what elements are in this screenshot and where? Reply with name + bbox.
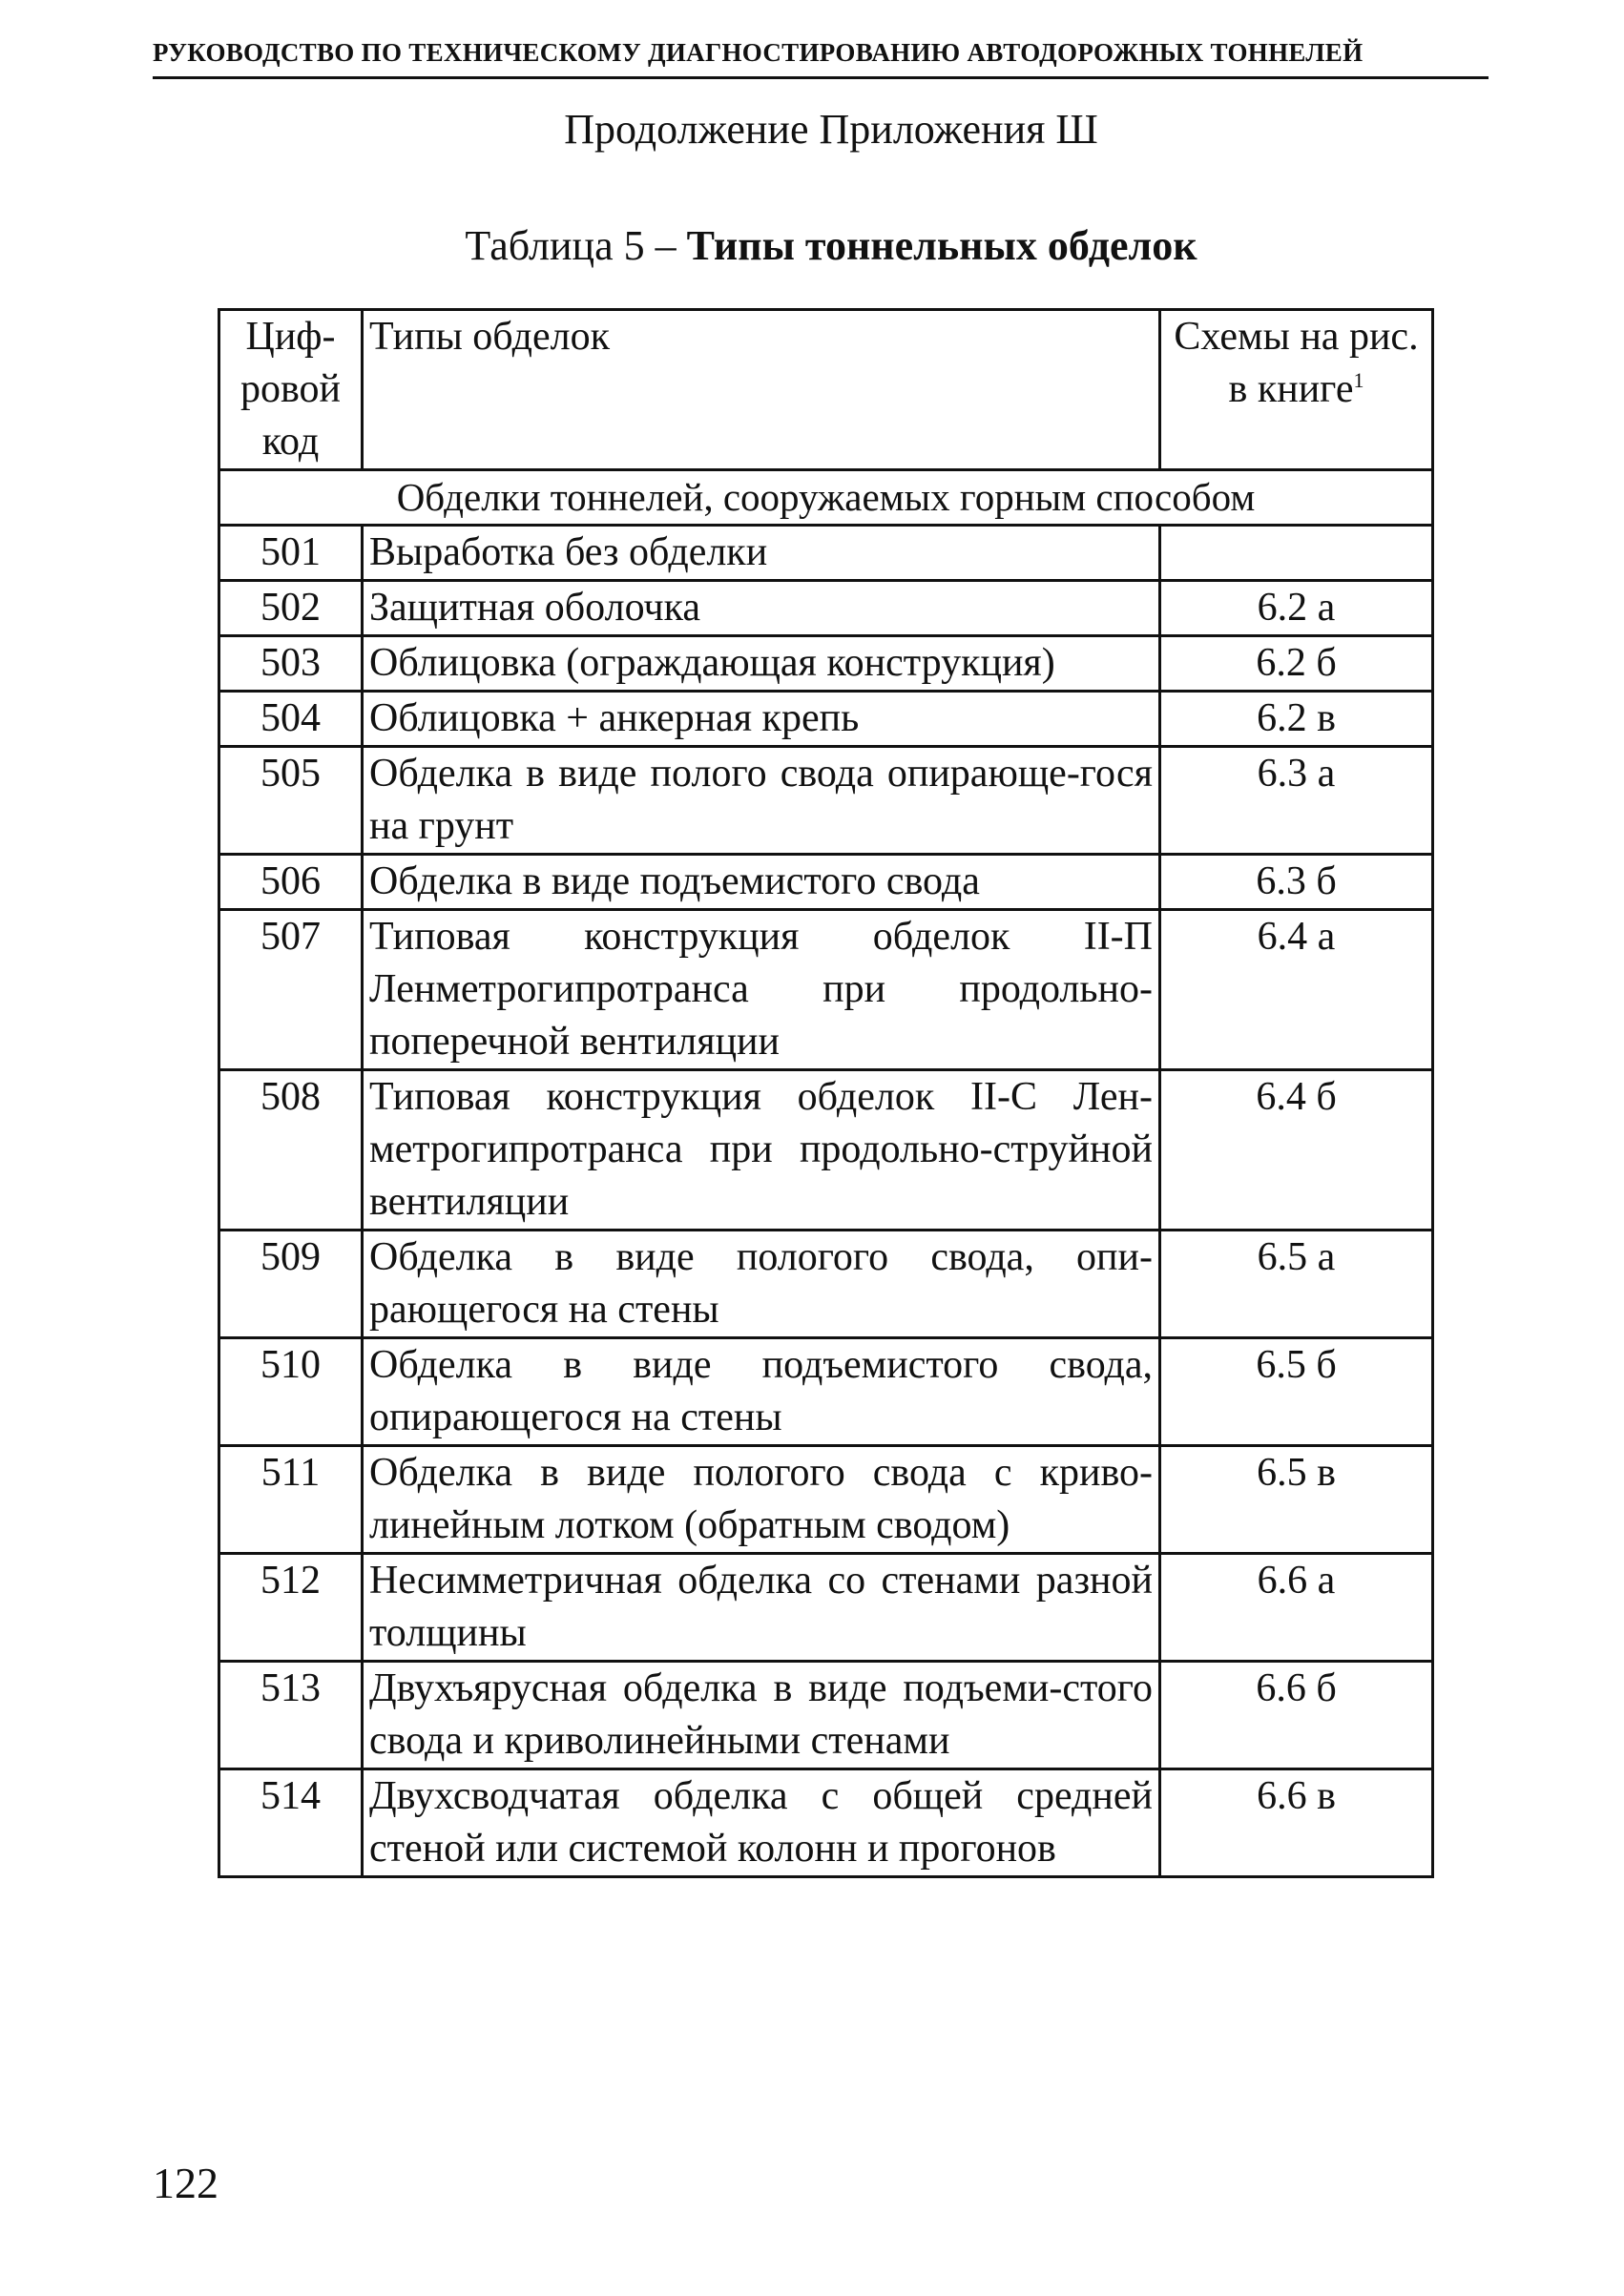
table-row: [219, 581, 1433, 636]
row-type: Несимметричная обделка со стенами разной толщины: [363, 1554, 1160, 1662]
table-row: [219, 1446, 1433, 1554]
footnote-marker: 1: [1353, 368, 1364, 392]
section-title: Обделки тоннелей, сооружаемых горным способом: [219, 470, 1433, 526]
row-figure: 6.5 а: [1160, 1231, 1433, 1338]
row-type: Двухъярусная обделка в виде подъеми-стого свода и криволинейными стенами: [363, 1662, 1160, 1769]
row-code: 511: [219, 1446, 363, 1554]
lining-types-table: [218, 308, 1434, 1878]
row-figure: [1160, 526, 1433, 581]
row-type: Обделка в виде полого свода опирающе-гося на грунт: [363, 747, 1160, 855]
row-type: Облицовка + анкерная крепь: [363, 692, 1160, 747]
table-caption: [0, 221, 1624, 270]
table-row: [219, 1554, 1433, 1662]
row-type: Обделка в виде пологого свода, опи-рающегося на стены: [363, 1231, 1160, 1338]
table-caption-prefix: Таблица 5 –: [465, 222, 687, 269]
row-code: 503: [219, 636, 363, 692]
row-figure: 6.6 а: [1160, 1554, 1433, 1662]
row-type: Защитная оболочка: [363, 581, 1160, 636]
row-figure: 6.2 а: [1160, 581, 1433, 636]
header-figure: [1160, 310, 1433, 470]
row-type: Обделка в виде пологого свода с криво-линейным лотком (обратным сводом): [363, 1446, 1160, 1554]
continuation-note: Продолжение Приложения Ш: [564, 106, 1098, 153]
row-type: Двухсводчатая обделка с общей средней стеной или системой колонн и прогонов: [363, 1769, 1160, 1877]
row-figure: 6.3 б: [1160, 855, 1433, 910]
row-code: 514: [219, 1769, 363, 1877]
row-code: 504: [219, 692, 363, 747]
table-row: [219, 1338, 1433, 1446]
table-row: [219, 1769, 1433, 1877]
row-code: 509: [219, 1231, 363, 1338]
table-row: [219, 636, 1433, 692]
row-type: Типовая конструкция обделок II-С Лен-метрогипротранса при продольно-струйной вентиляции: [363, 1070, 1160, 1231]
table-row: [219, 747, 1433, 855]
row-code: 501: [219, 526, 363, 581]
row-code: 502: [219, 581, 363, 636]
row-type: Обделка в виде подъемистого свода, опирающегося на стены: [363, 1338, 1160, 1446]
row-type: Обделка в виде подъемистого свода: [363, 855, 1160, 910]
row-figure: 6.6 б: [1160, 1662, 1433, 1769]
table-row: [219, 1231, 1433, 1338]
row-figure: 6.6 в: [1160, 1769, 1433, 1877]
row-type: Облицовка (ограждающая конструкция): [363, 636, 1160, 692]
row-type: Выработка без обделки: [363, 526, 1160, 581]
table-row: [219, 910, 1433, 1070]
page-number: 122: [153, 2159, 219, 2207]
row-code: 510: [219, 1338, 363, 1446]
header-code-label: Циф-ровой код: [239, 315, 342, 464]
table-row: [219, 692, 1433, 747]
row-figure: 6.3 а: [1160, 747, 1433, 855]
header-figure-label: Схемы на рис. в книге: [1174, 315, 1419, 411]
row-code: 505: [219, 747, 363, 855]
row-figure: 6.4 б: [1160, 1070, 1433, 1231]
row-figure: 6.4 а: [1160, 910, 1433, 1070]
row-code: 506: [219, 855, 363, 910]
table-caption-title: Типы тоннельных обделок: [686, 222, 1197, 269]
running-header: РУКОВОДСТВО ПО ТЕХНИЧЕСКОМУ ДИАГНОСТИРОВАНИЮ АВТОДОРОЖНЫХ ТОННЕЛЕЙ: [153, 38, 1364, 67]
table-row: [219, 855, 1433, 910]
row-code: 513: [219, 1662, 363, 1769]
row-code: 507: [219, 910, 363, 1070]
header-rule: [153, 76, 1489, 79]
row-figure: 6.5 б: [1160, 1338, 1433, 1446]
row-figure: 6.2 в: [1160, 692, 1433, 747]
row-figure: 6.5 в: [1160, 1446, 1433, 1554]
row-type: Типовая конструкция обделок II-П Ленметрогипротранса при продольно-поперечной вентиляции: [363, 910, 1160, 1070]
table-row: [219, 1662, 1433, 1769]
header-code: [219, 310, 363, 470]
header-type: [363, 310, 1160, 470]
row-code: 508: [219, 1070, 363, 1231]
row-figure: 6.2 б: [1160, 636, 1433, 692]
table-row: [219, 526, 1433, 581]
section-row: [219, 470, 1433, 526]
table-row: [219, 1070, 1433, 1231]
table-header-row: [219, 310, 1433, 470]
row-code: 512: [219, 1554, 363, 1662]
header-type-label: Типы обделок: [369, 315, 610, 359]
